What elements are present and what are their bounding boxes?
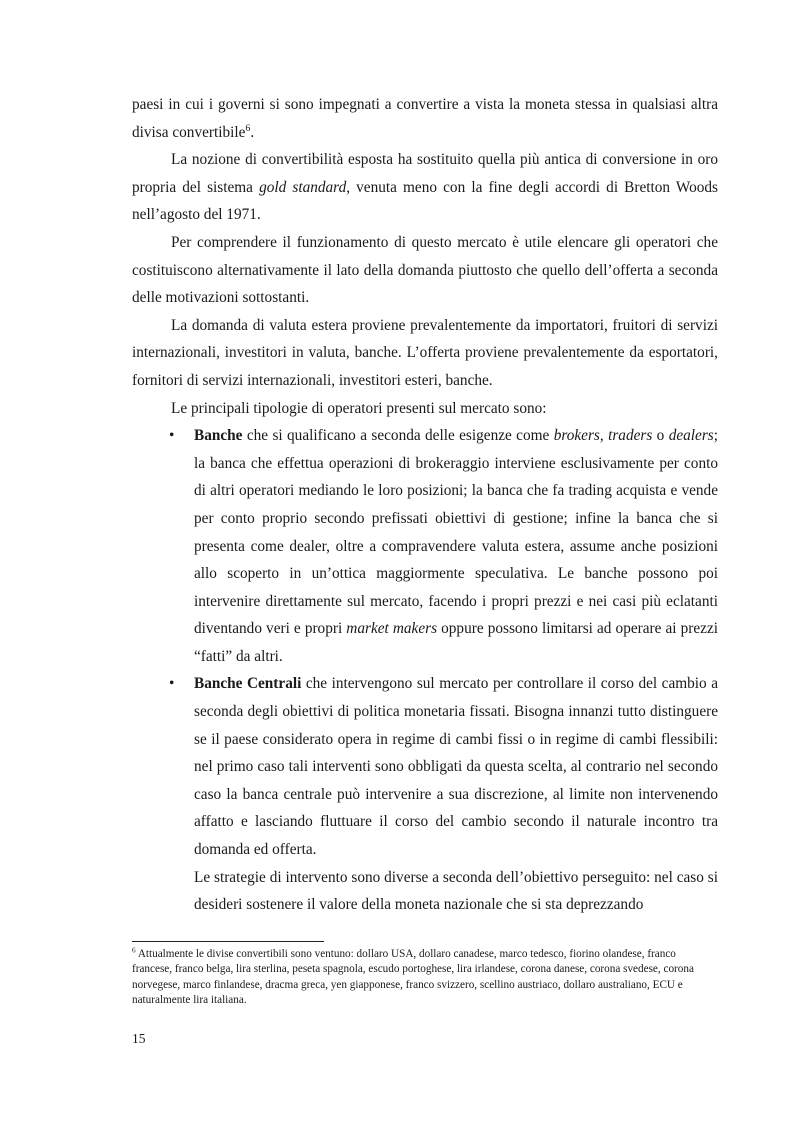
paragraph-2: La nozione di convertibilità esposta ha sostituito quella più antica di conversione in oro propria del sistema gold standard, venuta meno con la fine degli accordi di Bretton Woods nell’agosto del 1971. — [132, 151, 718, 224]
list-item-continuation: Le strategie di intervento sono diverse a seconda dell’obiettivo perseguito: nel caso si desideri sostenere il valore della moneta nazionale che si sta deprezzando — [194, 868, 718, 914]
paragraph-5: Le principali tipologie di operatori presenti sul mercato sono: — [171, 399, 547, 417]
paragraph-1: paesi in cui i governi si sono impegnati a convertire a vista la moneta stessa in qualsiasi altra divisa convertibile$^6$. — [132, 96, 718, 141]
footnote-divider — [132, 941, 324, 942]
body-text — [132, 91, 718, 919]
footnote-reference[interactable]: 6 — [245, 122, 251, 134]
paragraph-3: Per comprendere il funzionamento di questo mercato è utile elencare gli operatori che costituiscono alternativamente il lato della domanda piuttosto che quello dell’offerta a seconda delle motivazioni sottostanti. — [132, 233, 718, 307]
list-item-banche-centrali: • Banche Centrali che intervengono sul mercato per controllare il corso del cambio a seconda degli obiettivi di politica monetaria fissati. Bisogna innanzi tutto distinguere se il paese considerato opera in regime di cambi fissi o in regime di cambi flessibili: nel primo caso tali interventi sono obbligati da questa scelta, al contrario nel secondo caso la banca centrale può intervenire a sua discrezione, al limite non intervenendo affatto e lasciando fluttuare il corso del cambio secondo il naturale incontro tra domanda ed offerta. — [132, 670, 718, 863]
paragraph-4: La domanda di valuta estera proviene prevalentemente da importatori, fruitori di servizi internazionali, investitori in valuta, banche. L’offerta proviene prevalentemente da esportatori, fornitori di servizi internazionali, investitori esteri, banche. — [132, 316, 718, 389]
bullet-icon: • — [169, 427, 175, 445]
page-number: 15 — [132, 1031, 146, 1046]
footnote-number: 6 — [132, 946, 136, 955]
bullet-icon: • — [169, 675, 175, 693]
operator-list — [132, 422, 718, 864]
footnote: $^6$ Attualmente le divise convertibili sono ventuno: dollaro USA, dollaro canadese, marco tedesco, fiorino olandese, franco francese, franco belga, lira sterlina, peseta spagnola, escudo portoghese, lira irlandese, corona danese, corona svedese, corona norvegese, marco finlandese, dracma greca, yen giapponese, franco svizzero, scellino austriaco, dollaro australiano, ECU e naturalmente lira italiana. — [132, 946, 694, 1007]
list-item-banche: • Banche che si qualificano a seconda delle esigenze come brokers, traders o dealers; la banca che effettua operazioni di brokeraggio interviene esclusivamente per conto di altri operatori mediando le loro posizioni; la banca che fa trading acquista e vende per conto proprio secondo prefissati obiettivi di gestione; infine la banca che si presenta come dealer, oltre a compravendere valuta estera, assume anche posizioni allo scoperto in un’ottica maggiormente speculativa. Le banche possono poi intervenire direttamente sul mercato, facendo i propri prezzi e nei casi più eclatanti diventando veri e propri market makers oppure possono limitarsi ad operare ai prezzi “fatti” da altri. — [132, 422, 718, 670]
